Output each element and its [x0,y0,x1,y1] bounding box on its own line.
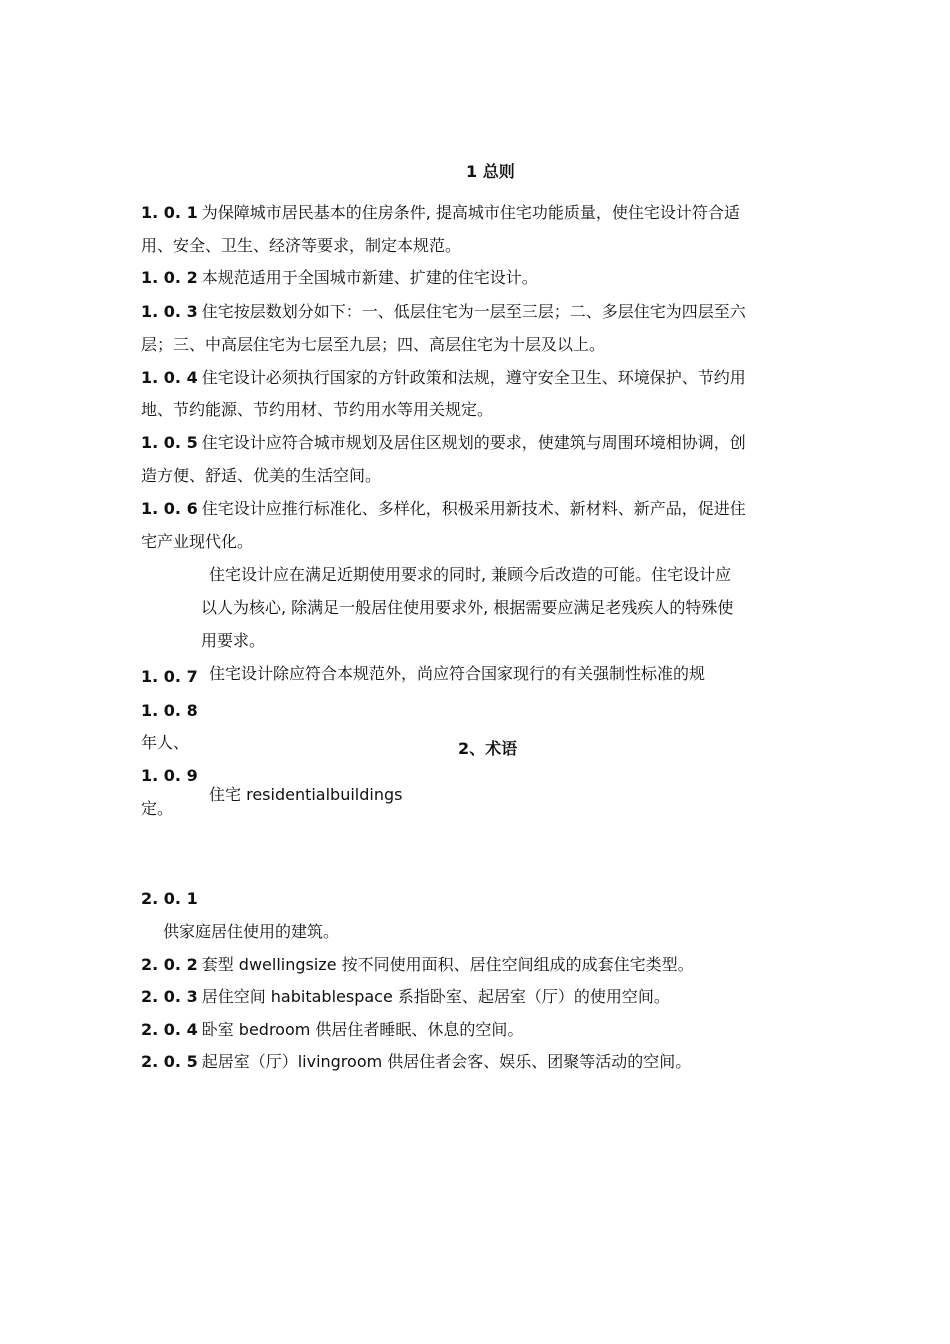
clause-1-0-7-number: 1. 0. 7 [141,667,198,686]
clause-2-0-1-text: 供家庭居住使用的建筑。 [163,922,340,941]
clause-1-0-4-line-2: 地、节约能源、节约用材、节约用水等用关规定。 [141,400,494,419]
clause-number: 2. 0. 2 [141,955,198,974]
clause-text: 住宅按层数划分如下：一、低层住宅为一层至三层；二、多层住宅为四层至六 [201,302,746,321]
clause-1-0-5-line-1 [141,431,746,455]
clause-text: 起居室（厅）livingroom 供居住者会客、娱乐、团聚等活动的空间。 [201,1052,692,1071]
clause-1-0-7-text: 住宅设计除应符合本规范外，尚应符合国家现行的有关强制性标准的规 [209,664,706,683]
clause-1-0-4-line-1 [141,366,746,390]
clause-number: 1. 0. 3 [141,302,198,321]
indented-paragraph-line-1: 住宅设计应在满足近期使用要求的同时, 兼顾今后改造的可能。住宅设计应 [209,565,732,584]
clause-text: 住宅设计必须执行国家的方针政策和法规，遵守安全卫生、环境保护、节约用 [201,368,746,387]
clause-1-0-6-line-2: 宅产业现代化。 [141,532,254,551]
clause-2-0-5 [141,1050,691,1074]
clause-text: 住宅设计应推行标准化、多样化，积极采用新技术、新材料、新产品，促进住 [201,499,746,518]
fragment-ding: 定。 [141,799,174,818]
clause-text: 住宅设计应符合城市规划及居住区规划的要求，使建筑与周围环境相协调，创 [201,433,746,452]
clause-1-0-3-line-2: 层；三、中高层住宅为七层至九层；四、高层住宅为十层及以上。 [141,335,606,354]
clause-number: 2. 0. 5 [141,1052,198,1071]
section-2-title: 2、术语 [458,739,518,758]
clause-1-0-9-number: 1. 0. 9 [141,766,198,785]
term-zhuzhai: 住宅 residentialbuildings [209,785,403,804]
clause-1-0-1-line-1 [141,201,740,225]
clause-1-0-1-line-2: 用、安全、卫生、经济等要求，制定本规范。 [141,236,462,255]
indented-paragraph-line-2: 以人为核心, 除满足一般居住使用要求外, 根据需要应满足老残疾人的特殊使 [201,598,734,617]
clause-2-0-4 [141,1018,523,1042]
clause-text: 套型 dwellingsize 按不同使用面积、居住空间组成的成套住宅类型。 [201,955,694,974]
indented-paragraph-line-3: 用要求。 [201,631,266,650]
clause-2-0-3 [141,985,670,1009]
section-1-title: 1 总则 [466,162,515,181]
fragment-nianren: 年人、 [141,733,190,752]
clause-text: 居住空间 habitablespace 系指卧室、起居室（厅）的使用空间。 [201,987,670,1006]
clause-number: 2. 0. 4 [141,1020,198,1039]
clause-text: 卧室 bedroom 供居住者睡眠、休息的空间。 [201,1020,524,1039]
clause-1-0-6-line-1 [141,497,746,521]
clause-text: 为保障城市居民基本的住房条件, 提高城市住宅功能质量，使住宅设计符合适 [201,203,740,222]
clause-1-0-5-line-2: 造方便、舒适、优美的生活空间。 [141,466,382,485]
clause-text: 本规范适用于全国城市新建、扩建的住宅设计。 [201,268,538,287]
clause-number: 1. 0. 2 [141,268,198,287]
clause-number: 2. 0. 3 [141,987,198,1006]
clause-1-0-3-line-1 [141,300,746,324]
clause-1-0-2 [141,266,538,290]
clause-2-0-2 [141,953,694,977]
clause-number: 1. 0. 5 [141,433,198,452]
clause-number: 1. 0. 1 [141,203,198,222]
clause-2-0-1-number: 2. 0. 1 [141,889,198,908]
clause-number: 1. 0. 6 [141,499,198,518]
clause-1-0-8-number: 1. 0. 8 [141,701,198,720]
clause-number: 1. 0. 4 [141,368,198,387]
